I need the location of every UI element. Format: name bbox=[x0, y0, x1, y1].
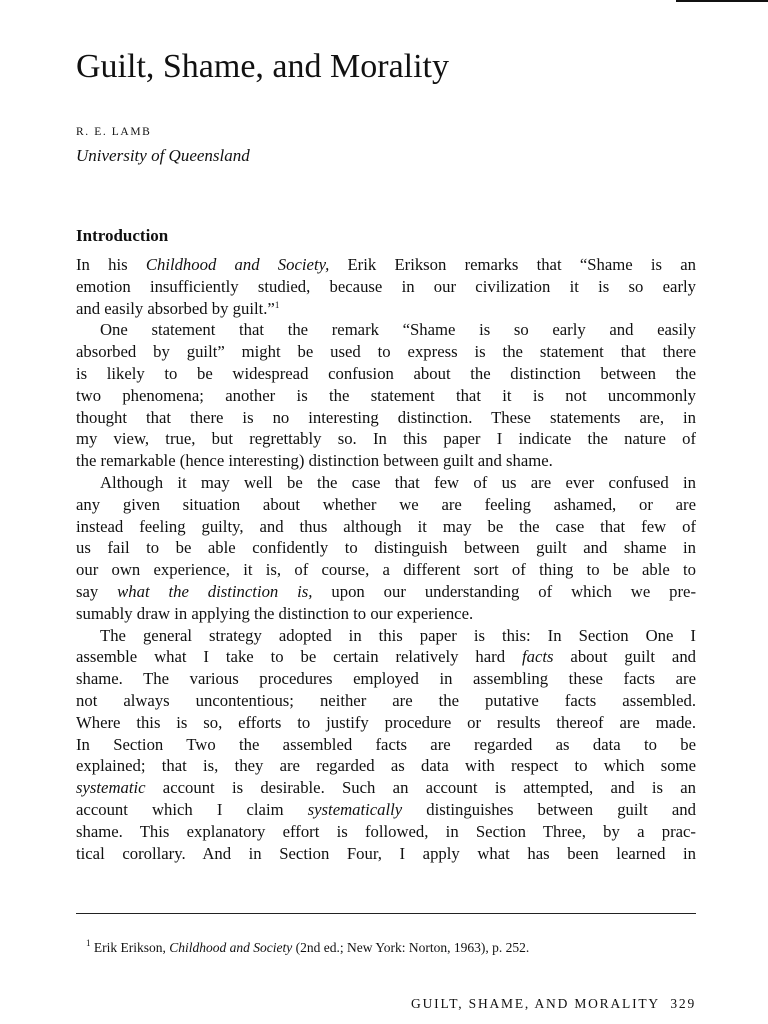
footnote-marker: 1 bbox=[274, 299, 280, 310]
footnote-divider bbox=[76, 913, 696, 914]
text-line: my view, true, but regrettably so. In this paper I indicate the nature of bbox=[76, 429, 696, 449]
text-line: us fail to be able confidently to distinguish between guilt and shame in bbox=[76, 538, 696, 558]
text-line: Although it may well be the case that few of us are ever confused in bbox=[100, 472, 696, 492]
author-affiliation: University of Queensland bbox=[76, 146, 250, 165]
text-line: two phenomena; another is the statement that it is not uncommonly bbox=[76, 385, 696, 405]
text-line: thought that there is no interesting distinction. These statements are, in bbox=[76, 407, 696, 427]
text-line: emotion insufficiently studied, because in our civilization it is so early bbox=[76, 276, 696, 296]
text-line: instead feeling guilty, and thus although it may be the case that few of bbox=[76, 516, 696, 536]
running-footer bbox=[411, 996, 696, 1012]
text-line: say what the distinction is, upon our understanding of which we pre- bbox=[76, 581, 696, 601]
text-line: Where this is so, efforts to justify procedure or results thereof are made. bbox=[76, 712, 696, 732]
author-name: R. E. LAMB bbox=[76, 126, 152, 138]
text-line: One statement that the remark “Shame is so early and easily bbox=[100, 320, 696, 340]
text-line: In Section Two the assembled facts are regarded as data to be bbox=[76, 734, 696, 754]
top-corner-rule bbox=[676, 0, 768, 2]
body-text bbox=[76, 254, 696, 864]
text-line: not always uncontentious; neither are the putative facts assembled. bbox=[76, 690, 696, 710]
text-line: assemble what I take to be certain relatively hard facts about guilt and bbox=[76, 647, 696, 667]
text-line: systematic account is desirable. Such an account is attempted, and is an bbox=[76, 778, 696, 798]
text-line: explained; that is, they are regarded as data with respect to which some bbox=[76, 756, 696, 776]
text-line: and easily absorbed by guilt.”$^1$ bbox=[76, 298, 280, 318]
footnote-number: 1 bbox=[86, 938, 91, 948]
text-line: The general strategy adopted in this paper is this: In Section One I bbox=[100, 625, 696, 645]
text-line: tical corollary. And in Section Four, I apply what has been learned in bbox=[76, 843, 696, 863]
section-heading: Introduction bbox=[76, 226, 169, 245]
text-line: In his Childhood and Society, Erik Erikson remarks that “Shame is an bbox=[76, 255, 696, 274]
text-line: our own experience, it is, of course, a different sort of thing to be able to bbox=[76, 560, 696, 580]
text-line: shame. This explanatory effort is followed, in Section Three, by a prac- bbox=[76, 821, 696, 841]
text-line: account which I claim systematically distinguishes between guilt and bbox=[76, 799, 696, 819]
text-line: shame. The various procedures employed in assembling these facts are bbox=[76, 669, 696, 689]
text-line: is likely to be widespread confusion about the distinction between the bbox=[76, 363, 696, 383]
running-title: GUILT, SHAME, AND MORALITY bbox=[411, 996, 660, 1011]
text-line: the remarkable (hence interesting) distinction between guilt and shame. bbox=[76, 451, 553, 471]
text-line: any given situation about whether we are feeling ashamed, or are bbox=[76, 494, 696, 514]
text-line: absorbed by guilt” might be used to express is the statement that there bbox=[76, 342, 696, 362]
text-line: sumably draw in applying the distinction to our experience. bbox=[76, 603, 474, 623]
footnote: $^1$ Erik Erikson, Childhood and Society (2nd ed.; New York: Norton, 1963), p. 252. bbox=[86, 938, 530, 955]
page-number: 329 bbox=[670, 996, 696, 1011]
article-title: Guilt, Shame, and Morality bbox=[76, 48, 450, 85]
